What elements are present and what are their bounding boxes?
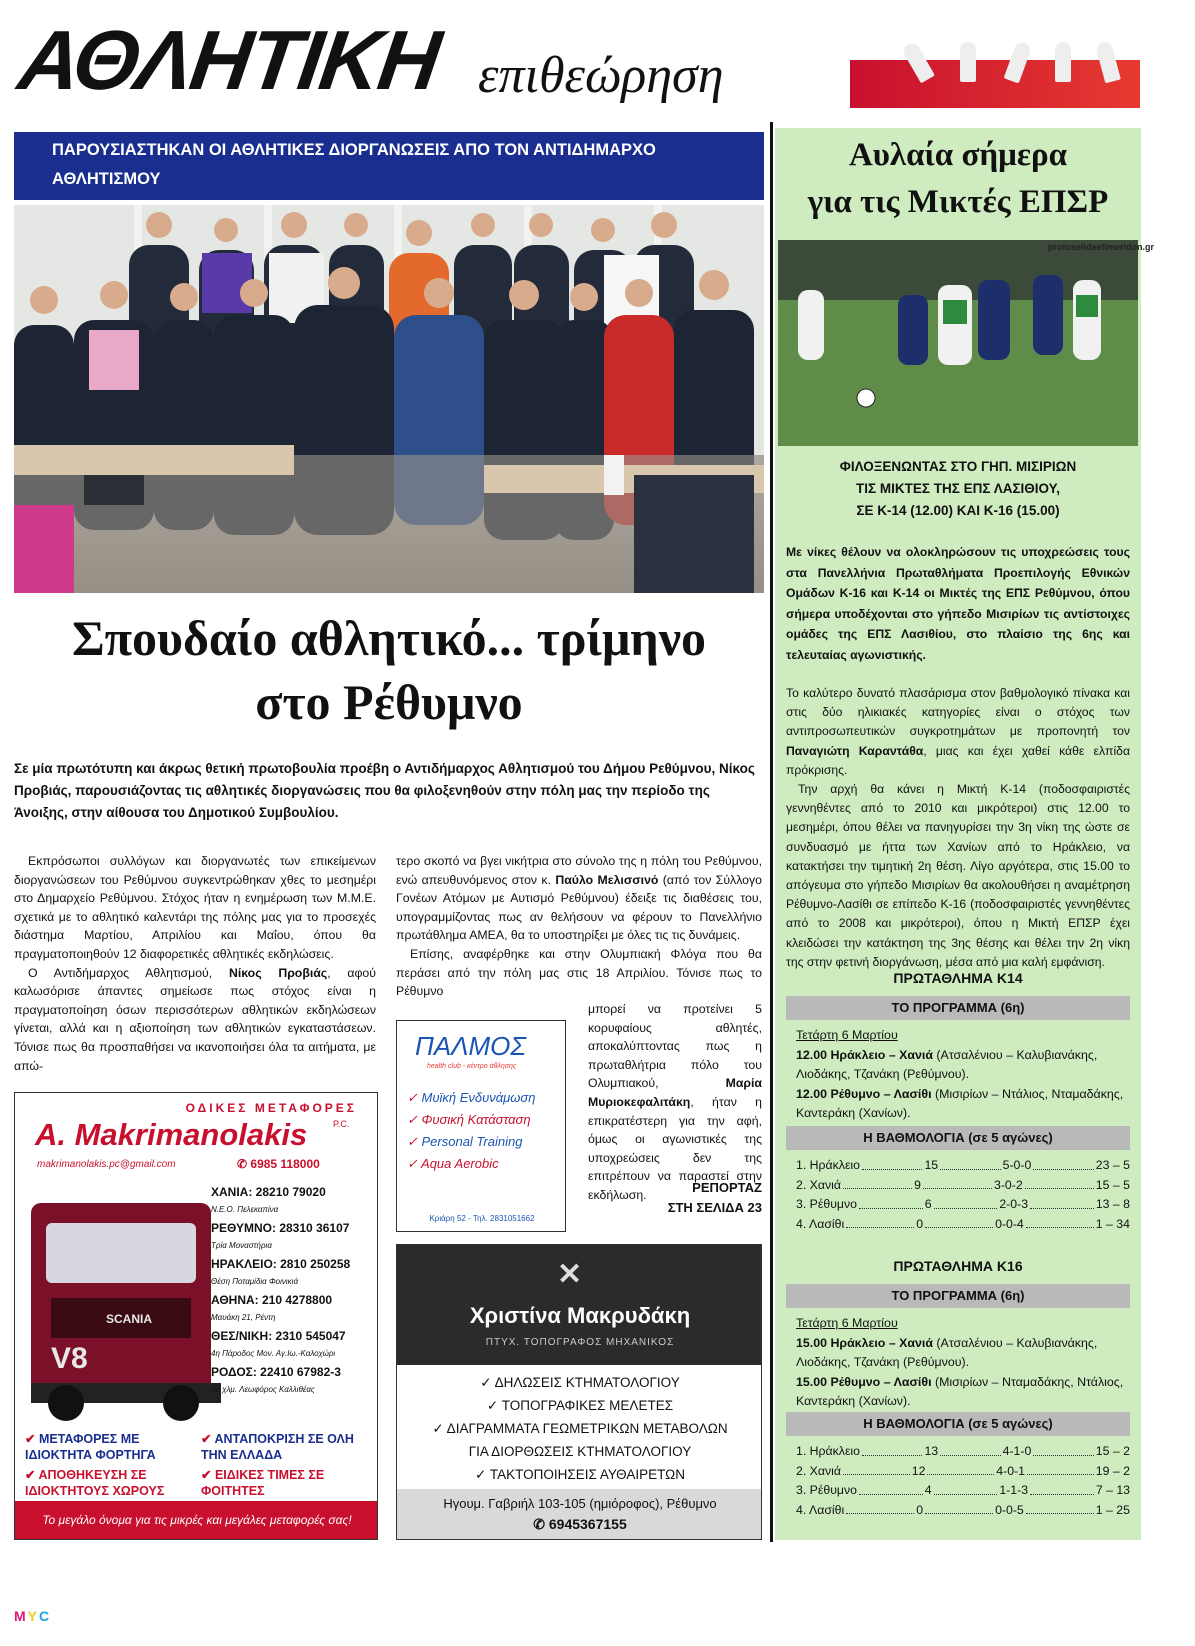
points: 4 xyxy=(924,1483,932,1497)
article-lead: Σε μία πρωτότυπη και άκρως θετική πρωτοβουλία προέβη ο Αντιδήμαρχος Αθλητισμού του Δήμου Ρεθύμνου, Νίκος Προβιάς, παρουσιάζοντας τις αθλητικές διοργανώσεις που θα φιλοξενηθούν στην πόλη μας την περίοδο της Άνοιξης, στην αίθουσα του Δημοτικού Συμβουλίου. xyxy=(14,761,755,820)
standings-row xyxy=(796,1156,1130,1176)
ad-makrydaki-phone: 6945367155 xyxy=(548,1516,627,1532)
check-icon: ✓ xyxy=(407,1156,422,1171)
match-date: Τετάρτη 6 Μαρτίου xyxy=(796,1028,898,1042)
article-paragraph: Εκπρόσωποι συλλόγων και διοργανωτές των επικείμενων διοργανώσεων του Ρεθύμνου συγκεντρώθηκαν χθες το μεσημέρι στο Δημαρχείο Ρεθύμνου. Στόχος ήταν η ενημέρωση των Μ.Μ.Ε. σχετικά με το αθλητικό καλεντάρι της πόλης μας για το προσεχές διάστημα Μαρτίου, Απριλίου και Μαΐου, όπου θα πραγματοποιηθούν 12 διαφορετικές αθλητικές εκδηλώσεις. xyxy=(14,854,376,961)
office-phone: ΡΕΘΥΜΝΟ: 28310 36107 xyxy=(211,1221,350,1235)
sidebar-subheading xyxy=(775,456,1141,522)
article-text: , ήταν η επικρατέστερη για την αφή, όμως οι αγωνιστικές της υποχρεώσεις δεν της επιτρέπουν να παραστεί στην εκδήλωση. xyxy=(588,1094,762,1202)
office-address: Θέση Ποταμίδια Φοινικιά xyxy=(211,1277,299,1286)
palmos-item: Personal Training xyxy=(421,1134,523,1149)
match-date: Τετάρτη 6 Μαρτίου xyxy=(796,1316,898,1330)
sidebar-text: , μιας και έχει χαθεί κάθε ελπίδα πρόκρισης. xyxy=(786,743,1130,777)
ad-makrydaki-name: Χριστίνα Μακρυδάκη xyxy=(469,1303,691,1328)
ad-mobile-number: 6985 118000 xyxy=(250,1157,320,1171)
program-k16 xyxy=(796,1314,1130,1412)
match-referees: (Ατσαλένιου – Καλυβιανάκης, Λιοδάκης, Τζανάκη (Ρεθύμνου). xyxy=(796,1047,1098,1081)
standings-row xyxy=(796,1481,1130,1501)
sidebar-text: Το καλύτερο δυνατό πλασάρισμα στον βαθμολογικό πίνακα και στις δύο ηλικιακές κατηγορίες είναι ο στόχος των αντιπροσωπευτικών συγκροτημάτων με προπονητή τον xyxy=(786,686,1130,739)
feature: ΕΙΔΙΚΕΣ ΤΙΜΕΣ ΣΕ ΦΟΙΤΗΤΕΣ xyxy=(201,1468,325,1498)
goals: 1 – 34 xyxy=(1095,1216,1130,1231)
truck-brand: SCANIA xyxy=(106,1312,153,1326)
office-phone: ΗΡΑΚΛΕΙΟ: 2810 250258 xyxy=(211,1257,351,1271)
points: 0 xyxy=(916,1502,924,1517)
print-mark-m: M xyxy=(14,1608,28,1624)
palmos-brand: ΠΑΛΜΟΣ xyxy=(415,1031,526,1061)
points: 13 xyxy=(924,1444,939,1458)
record: 1-1-3 xyxy=(999,1483,1029,1497)
goals: 13 – 8 xyxy=(1095,1197,1130,1211)
record: 4-1-0 xyxy=(1002,1444,1032,1458)
ad-header xyxy=(15,1093,378,1187)
team: 3. Ρέθυμνο xyxy=(796,1197,857,1211)
standings-label-k16: Η ΒΑΘΜΟΛΟΓΙΑ (σε 5 αγώνες) xyxy=(786,1412,1130,1436)
group-photo-scene xyxy=(14,205,764,593)
standings-row xyxy=(796,1195,1130,1215)
person-name: Μαρία Μυριοκεφαλιτάκη xyxy=(588,1076,762,1109)
record: 0-0-5 xyxy=(995,1502,1024,1517)
check-icon: ✓ xyxy=(432,1421,447,1436)
record: 5-0-0 xyxy=(1002,1158,1032,1172)
masthead-subtitle: επιθεώρηση xyxy=(478,47,724,104)
article-kicker xyxy=(14,132,764,200)
team: 2. Χανιά xyxy=(796,1177,841,1192)
ad-makrydaki-header xyxy=(397,1245,762,1365)
report-label: ΡΕΠΟΡΤΑΖ xyxy=(692,1180,762,1195)
check-icon: ✓ xyxy=(407,1090,422,1105)
sidebar-paragraph: Την αρχή θα κάνει η Μικτή Κ-14 (ποδοσφαιριστές γεννηθέντες από το 2010 και μικρότεροι) στις 12.00 το μεσημέρι, όπου θέλει να πανηγυρίσει την 3η νίκη της ώστε σε συνδυασμό με ήττα των Χανίων από το Ηράκλειο, να κατακτήσει την τιμητική 2η θέση. Λίγο αργότερα, στις 15.00 το απόγευμα στο γήπεδο Μισιρίων θα ακολουθήσει η αναμέτρηση Ρέθυμνο-Λασίθι σε επίπεδο Κ-16 (ποδοσφαιριστές γεννηθέντες από το 2008 και μικρότεροι), όπου η Μικτή ΕΠΣΡ έχει κλειδώσει την κατάκτηση της 3ης θέσης και θέλει την 2η νίκη της στην φετινή διοργάνωση, μέσα από μια καλή εμφάνιση. xyxy=(786,782,1130,969)
office-phone: ΡΟΔΟΣ: 22410 67982-3 xyxy=(211,1365,341,1379)
group-photo xyxy=(14,205,764,593)
check-icon: ✓ xyxy=(407,1112,422,1127)
check-icon: ✔ xyxy=(25,1432,39,1446)
goals: 15 – 2 xyxy=(1095,1444,1130,1458)
article-text: (από τον Σύλλογο Γονέων Ατόμων με Αυτισμό Ρεθύμνου) έδειξε τις διαθέσεις του, υπογραμμίζοντας πως αν θελήσουν να φέρουν το Πανελλήνιο πρωτάθλημα ΑΜΕΑ, θα το υποστηρίξει με όλες τις τις δυνάμεις. xyxy=(396,872,762,943)
team: 4. Λασίθι xyxy=(796,1216,845,1231)
article-headline xyxy=(14,606,764,734)
palmos-item: Φυσική Κατάσταση xyxy=(421,1112,531,1127)
sidebar-headline-line-2: για τις Μικτές ΕΠΣΡ xyxy=(807,184,1109,220)
service: ΤΑΚΤΟΠΟΙΗΣΕΙΣ ΑΥΘΑΙΡΕΤΩΝ xyxy=(489,1467,685,1482)
coach-name: Παναγιώτη Καραντάθα xyxy=(786,743,924,758)
report-page: ΣΤΗ ΣΕΛΙΔΑ 23 xyxy=(667,1200,762,1215)
record: 4-0-1 xyxy=(996,1463,1025,1478)
team: 3. Ρέθυμνο xyxy=(796,1483,857,1497)
goals: 7 – 13 xyxy=(1095,1483,1130,1497)
ad-offices xyxy=(211,1185,375,1401)
headline-line-2: στο Ρέθυμνο xyxy=(255,674,523,730)
office-address: 4η Πάροδος Μον. Αγ.Ιω.-Καλοχώρι xyxy=(211,1349,336,1358)
program-k14 xyxy=(796,1026,1130,1124)
article-column-2 xyxy=(396,852,762,1001)
check-icon: ✔ xyxy=(201,1468,215,1482)
points: 15 xyxy=(924,1158,939,1172)
office-address: Ν.Ε.Ο. Πελεκαπίνα xyxy=(211,1205,279,1214)
team: 1. Ηράκλειο xyxy=(796,1444,861,1458)
ad-makrydaki-address: Ηγουμ. Γαβριήλ 103-105 (ημιόροφος), Ρέθυμνο xyxy=(443,1496,717,1511)
ad-makrimanolakis xyxy=(14,1092,378,1540)
championship-title-k16: ΠΡΩΤΑΘΛΗΜΑ Κ16 xyxy=(893,1258,1023,1274)
standings-k16 xyxy=(796,1442,1130,1520)
truck-badge: V8 xyxy=(51,1342,88,1375)
check-icon: ✔ xyxy=(25,1468,39,1482)
person-name: Νίκος Προβιάς xyxy=(228,965,328,980)
ad-email: makrimanolakis.pc@gmail.com xyxy=(37,1159,176,1170)
ad-palmos xyxy=(396,1020,566,1232)
points: 6 xyxy=(924,1197,932,1211)
palmos-sub: health club - κέντρο άθλησης xyxy=(427,1063,517,1070)
article-paragraph: Επίσης, αναφέρθηκε και στην Ολυμπιακή Φλόγα που θα περάσει από την πόλη μας στις 18 Απριλίου. Τόνισε πως το Ρέθυμνο xyxy=(396,946,762,999)
masthead-title: ΑΘΛΗΤΙΚΗ xyxy=(13,13,445,107)
subheading-line: ΣΕ Κ-14 (12.00) ΚΑΙ Κ-16 (15.00) xyxy=(856,503,1060,518)
truck-illustration xyxy=(21,1193,231,1423)
program-label-k14: ΤΟ ΠΡΟΓΡΑΜΜΑ (6η) xyxy=(786,996,1130,1020)
football-photo xyxy=(778,240,1138,446)
check-icon: ✓ xyxy=(486,1398,502,1413)
goals: 15 – 5 xyxy=(1095,1177,1130,1192)
service: ΔΗΛΩΣΕΙΣ ΚΤΗΜΑΤΟΛΟΓΙΟΥ xyxy=(494,1375,680,1390)
sidebar-body xyxy=(786,684,1130,972)
goals: 23 – 5 xyxy=(1095,1158,1130,1172)
subheading-line: ΦΙΛΟΞΕΝΩΝΤΑΣ ΣΤΟ ΓΗΠ. ΜΙΣΙΡΙΩΝ xyxy=(839,459,1077,474)
service: ΔΙΑΓΡΑΜΜΑΤΑ ΓΕΩΜΕΤΡΙΚΩΝ ΜΕΤΑΒΟΛΩΝ xyxy=(446,1421,728,1436)
print-color-mark xyxy=(14,1608,51,1624)
points: 12 xyxy=(911,1463,926,1478)
match-referees: (Ατσαλένιου – Καλυβιανάκης, Λιοδάκης, Τζανάκη (Ρεθύμνου). xyxy=(796,1335,1098,1369)
kicker-line-1: ΠΑΡΟΥΣΙΑΣΤΗΚΑΝ ΟΙ ΑΘΛΗΤΙΚΕΣ ΔΙΟΡΓΑΝΩΣΕΙΣ ΑΠΟ ΤΟΝ ΑΝΤΙΔΗΜΑΡΧΟ ΑΘΛΗΤΙΣΜΟΥ xyxy=(52,141,656,188)
check-icon: ✓ xyxy=(475,1467,490,1482)
article-column-1 xyxy=(14,852,376,1075)
standings-k14 xyxy=(796,1156,1130,1234)
ad-makrydaki xyxy=(396,1244,762,1540)
office-phone: ΑΘΗΝΑ: 210 4278800 xyxy=(211,1293,333,1307)
masthead-athletes-band xyxy=(850,60,1140,108)
ad-slogan: Το μεγάλο όνομα για τις μικρές και μεγάλες μεταφορές σας! xyxy=(15,1501,378,1539)
ad-makrydaki-title: ΠΤΥΧ. ΤΟΠΟΓΡΑΦΟΣ ΜΗΧΑΝΙΚΟΣ xyxy=(485,1337,675,1348)
standings-row xyxy=(796,1442,1130,1462)
report-reference xyxy=(588,1178,762,1218)
team: 4. Λασίθι xyxy=(796,1502,845,1517)
match: 15.00 Ρέθυμνο – Λασίθι xyxy=(796,1374,932,1389)
check-icon: ✔ xyxy=(201,1432,215,1446)
article-text: τερο σκοπό να βγει νικήτρια στο σύνολο της η πόλη του Ρεθύμνου, ενώ απευθυνόμενος στον κ. xyxy=(396,854,762,887)
ad-brand: A. Makrimanolakis xyxy=(35,1117,308,1152)
check-icon: ✓ xyxy=(407,1134,422,1149)
record: 3-0-2 xyxy=(993,1177,1023,1192)
article-text: Ο Αντιδήμαρχος Αθλητισμού, xyxy=(28,965,229,980)
feature: ΑΝΤΑΠΟΚΡΙΣΗ ΣΕ ΟΛΗ ΤΗΝ ΕΛΛΑΔΑ xyxy=(201,1432,354,1462)
program-label-k16: ΤΟ ΠΡΟΓΡΑΜΜΑ (6η) xyxy=(786,1284,1130,1308)
office-phone: ΘΕΣ/ΝΙΚΗ: 2310 545047 xyxy=(211,1329,346,1343)
match: 15.00 Ηράκλειο – Χανιά xyxy=(796,1335,933,1350)
match-referees: (Μισιρίων – Ντάλιος, Νταμαδάκης, Καντεράκη (Χανίων). xyxy=(796,1086,1124,1120)
phone-icon: ✆ xyxy=(533,1516,549,1532)
match: 12.00 Ρέθυμνο – Λασίθι xyxy=(796,1086,932,1101)
standings-row xyxy=(796,1176,1130,1196)
phone-icon: ✆ xyxy=(237,1157,251,1171)
ad-makrydaki-services xyxy=(397,1371,762,1486)
ad-features xyxy=(25,1431,369,1497)
ad-mobile xyxy=(237,1157,320,1171)
palmos-footer: Κριάρη 52 - Τηλ. 2831051662 xyxy=(429,1214,535,1223)
article-text: , αφού καλωσόρισε άπαντες σημείωσε πως στόχος είναι η πραγματοποίηση όσων περισσότερων αθλητικών εκδηλώσεων γίνεται, αλλά και η αξιοποίηση των αθλητικών εγκαταστάσεων. Τόνισε πως θα προσπαθήσει να ικανοποιήσει όλα τα αιτήματα, με απώ- xyxy=(14,965,376,1073)
championship-title-k14: ΠΡΩΤΑΘΛΗΜΑ Κ14 xyxy=(893,970,1023,986)
article-column-2-continued xyxy=(588,1000,762,1205)
service: ΤΟΠΟΓΡΑΦΙΚΕΣ ΜΕΛΕΤΕΣ xyxy=(501,1398,674,1413)
photo-credit: protoselidaefimeridon.gr xyxy=(1048,242,1155,252)
record: 0-0-4 xyxy=(995,1216,1024,1231)
standings-label-k14: Η ΒΑΘΜΟΛΟΓΙΑ (σε 5 αγώνες) xyxy=(786,1126,1130,1150)
feature: ΜΕΤΑΦΟΡΕΣ ΜΕ ΙΔΙΟΚΤΗΤΑ ΦΟΡΤΗΓΑ xyxy=(25,1432,156,1462)
standings-row xyxy=(796,1215,1130,1235)
ad-brand-suffix: P.C. xyxy=(333,1119,350,1129)
logo-icon: ✕ xyxy=(557,1258,583,1291)
print-mark-c: C xyxy=(39,1608,52,1624)
record: 2-0-3 xyxy=(999,1197,1029,1211)
person-name: Παύλο Μελισσινό xyxy=(555,872,659,887)
print-mark-y: Y xyxy=(27,1608,40,1624)
ad-tagline: ΟΔΙΚΕΣ ΜΕΤΑΦΟΡΕΣ xyxy=(185,1101,357,1115)
office-address: 3ο χλμ. Λεωφόρος Καλλιθέας xyxy=(211,1385,315,1394)
subheading-line: ΤΙΣ ΜΙΚΤΕΣ ΤΗΣ ΕΠΣ ΛΑΣΙΘΙΟΥ, xyxy=(856,481,1060,496)
football-scene xyxy=(778,240,1138,446)
points: 0 xyxy=(916,1216,924,1231)
team: 2. Χανιά xyxy=(796,1463,841,1478)
feature: ΑΠΟΘΗΚΕΥΣΗ ΣΕ ΙΔΙΟΚΤΗΤΟΥΣ ΧΩΡΟΥΣ xyxy=(25,1468,165,1498)
team: 1. Ηράκλειο xyxy=(796,1158,861,1172)
sidebar-headline-line-1: Αυλαία σήμερα xyxy=(848,137,1068,173)
match-referees: (Μισιρίων – Νταμαδάκης, Ντάλιος, Καντεράκη (Χανίων). xyxy=(796,1374,1124,1408)
check-icon: ✓ xyxy=(480,1375,495,1390)
sidebar-headline xyxy=(775,132,1141,226)
palmos-item: Μυϊκή Ενδυνάμωση xyxy=(421,1090,536,1105)
headline-line-1: Σπουδαίο αθλητικό... τρίμηνο xyxy=(71,610,707,666)
standings-row xyxy=(796,1462,1130,1482)
office-address: Τρία Μοναστήρια xyxy=(211,1241,272,1250)
goals: 1 – 25 xyxy=(1095,1502,1130,1517)
goals: 19 – 2 xyxy=(1095,1463,1130,1478)
standings-row xyxy=(796,1501,1130,1521)
office-phone: ΧΑΝΙΑ: 28210 79020 xyxy=(211,1185,326,1199)
column-divider xyxy=(770,122,773,1542)
ad-makrydaki-contact xyxy=(397,1489,762,1539)
office-address: Μαυάκη 21, Ρέντη xyxy=(211,1313,276,1322)
service: ΓΙΑ ΔΙΟΡΘΩΣΕΙΣ ΚΤΗΜΑΤΟΛΟΓΙΟΥ xyxy=(468,1444,692,1459)
sidebar-lead: Με νίκες θέλουν να ολοκληρώσουν τις υποχρεώσεις τους στα Πανελλήνια Πρωταθλήματα Προεπιλογής Εθνικών Ομάδων Κ-16 και Κ-14 οι Μικτές της ΕΠΣ Ρεθύμνου, όπου σήμερα υποδέχονται στο γήπεδο Μισιρίων τις αντίστοιχες ομάδες της ΕΠΣ Λασιθίου, στο πλαίσιο της 6ης και τελευταίας αγωνιστικής. xyxy=(786,545,1130,662)
points: 9 xyxy=(914,1177,921,1192)
match: 12.00 Ηράκλειο – Χανιά xyxy=(796,1047,933,1062)
palmos-item: Aqua Aerobic xyxy=(421,1156,499,1171)
article-text: μπορεί να προτείνει 5 κορυφαίους αθλητές, αποκαλύπτοντας πως η πρωταθλήτρια πόλο του Ολυμπιακού, xyxy=(588,1002,762,1091)
